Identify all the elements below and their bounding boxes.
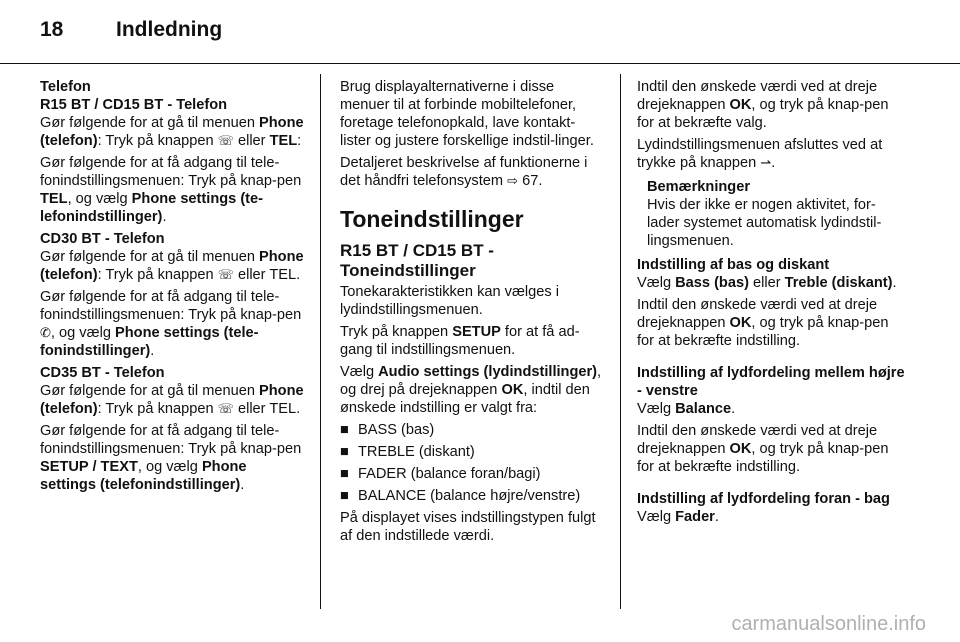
menu-name: Phone (telefon) — [40, 383, 304, 417]
menu-name: Phone (telefon) — [40, 115, 304, 149]
text: , og vælg — [137, 459, 202, 475]
text: Gør følgende for at få adgang til tele-fonindstillingsmenuen: Tryk på knap-pen — [40, 155, 302, 189]
paragraph — [340, 363, 605, 417]
paragraph — [637, 78, 905, 132]
paragraph — [340, 154, 605, 190]
button-name: SETUP / TEXT — [40, 459, 138, 475]
column-divider-2 — [620, 74, 621, 609]
text: : Tryk på knappen — [97, 401, 218, 417]
list-item-text: FADER (balance foran/bagi) — [358, 466, 541, 482]
page-header — [40, 18, 222, 42]
text: Gør følgende for at få adgang til tele-fonindstillingsmenuen: Tryk på knap-pen — [40, 423, 302, 457]
section-heading-toneindstillinger: Toneindstillinger — [340, 206, 524, 232]
paragraph — [637, 508, 905, 526]
list-item-text: BASS (bas) — [358, 422, 435, 438]
button-name: OK — [729, 97, 752, 113]
text: , og drej på drejeknappen — [340, 364, 602, 398]
column-3 — [637, 78, 905, 530]
list-item-text: TREBLE (diskant) — [358, 444, 475, 460]
bullet-square-icon: ■ — [340, 422, 349, 438]
paragraph — [637, 296, 905, 350]
text: eller TEL. — [233, 267, 301, 283]
subsection-title: R15 BT / CD15 BT - Toneindstillinger — [340, 241, 494, 280]
text: Gør følgende for at få adgang til tele-fonindstillingsmenuen: Tryk på knap-pen — [40, 289, 302, 323]
menu-name: Audio settings (lydindstillinger) — [378, 364, 598, 380]
page-title: Indledning — [116, 18, 223, 41]
text: : Tryk på knappen — [97, 133, 218, 149]
page-reference[interactable]: 67 — [522, 173, 539, 189]
menu-name: Balance — [675, 401, 732, 417]
header-rule — [0, 63, 960, 64]
text: . — [162, 209, 167, 225]
menu-name: Bass (bas) — [675, 275, 749, 291]
column-divider-1 — [320, 74, 321, 609]
paragraph: Brug displayalternativerne i disse menuer til at forbinde mobiltelefoner, foretage telefonopkald, lave kontakt-lister og justere forskellige indstil-linger. — [340, 79, 594, 149]
paragraph — [40, 154, 306, 226]
text: Indtil den ønskede værdi ved at dreje drejeknappen — [637, 79, 878, 113]
button-name: OK — [729, 441, 752, 457]
list-item — [340, 487, 605, 505]
button-name: OK — [501, 382, 524, 398]
phone-handset-icon: ☏ — [217, 401, 234, 416]
bullet-square-icon: ■ — [340, 488, 349, 504]
text: . — [731, 401, 736, 417]
text: Lydindstillingsmenuen afsluttes ved at trykke på knappen — [637, 137, 883, 171]
text: , indtil den ønskede indstilling er valgt fra: — [340, 382, 590, 416]
subsection-title-cd30: CD30 BT - Telefon — [40, 231, 165, 247]
text: . — [240, 477, 245, 493]
watermark: carmanualsonline.info — [731, 613, 926, 635]
menu-name: Phone settings (tele-fonindstillinger) — [40, 325, 259, 359]
paragraph: På displayet vises indstillingstypen fulgt af den indstillede værdi. — [340, 510, 596, 544]
subsection-title-balance: Indstilling af lydfordeling mellem højre - venstre — [637, 365, 905, 399]
text: Indtil den ønskede værdi ved at dreje drejeknappen — [637, 297, 878, 331]
button-name: TEL — [269, 133, 298, 149]
note-text: Hvis der ikke er nogen aktivitet, for-lader systemet automatisk lydindstil-lingsmenuen. — [647, 197, 882, 249]
list-item-text: BALANCE (balance højre/venstre) — [358, 488, 581, 504]
list-item — [340, 421, 605, 439]
page-ref-arrow-icon: ⇨ — [507, 173, 519, 188]
note-title: Bemærkninger — [647, 179, 750, 195]
subsection-title-r15: R15 BT / CD15 BT - Telefon — [40, 97, 228, 113]
text: , og tryk på knap-pen for at bekræfte valg. — [637, 97, 889, 131]
bullet-square-icon: ■ — [340, 444, 349, 460]
note-box — [647, 178, 905, 250]
text: Gør følgende for at gå til menuen — [40, 383, 260, 399]
text: Tryk på knappen — [340, 324, 453, 340]
paragraph — [340, 323, 605, 359]
bullet-square-icon: ■ — [340, 466, 349, 482]
text: Indtil den ønskede værdi ved at dreje drejeknappen — [637, 423, 878, 457]
paragraph — [40, 114, 306, 150]
text: Detaljeret beskrivelse af funktionerne i det håndfri telefonsystem — [340, 155, 588, 189]
text: . — [714, 509, 719, 525]
subsection-title-bas-diskant: Indstilling af bas og diskant — [637, 257, 830, 273]
paragraph — [637, 400, 905, 418]
phone-handset-icon: ☏ — [217, 267, 234, 282]
list-item — [340, 443, 605, 461]
menu-name: Treble (diskant) — [784, 275, 893, 291]
text: , og tryk på knap-pen for at bekræfte indstilling. — [637, 315, 889, 349]
paragraph — [637, 422, 905, 476]
column-1 — [40, 78, 306, 498]
menu-name: Fader — [675, 509, 715, 525]
text: for at få ad-gang til indstillingsmenuen. — [340, 324, 580, 358]
column-2 — [340, 78, 605, 549]
text: : — [297, 133, 302, 149]
subsection-title-fader: Indstilling af lydfordeling foran - bag — [637, 491, 890, 507]
back-arrow-icon: ⇀ — [760, 155, 772, 170]
text: : Tryk på knappen — [97, 267, 218, 283]
text: eller — [748, 275, 785, 291]
paragraph — [637, 274, 905, 292]
paragraph — [40, 422, 306, 494]
text: eller TEL. — [233, 401, 301, 417]
text: , og vælg — [67, 191, 132, 207]
button-name: TEL — [40, 191, 68, 207]
paragraph — [40, 288, 306, 360]
menu-name: Phone settings (telefonindstillinger) — [40, 459, 247, 493]
text: Gør følgende for at gå til menuen — [40, 249, 260, 265]
text: Gør følgende for at gå til menuen — [40, 115, 260, 131]
text: . — [538, 173, 543, 189]
page-number: 18 — [40, 18, 64, 41]
paragraph: Tonekarakteristikken kan vælges i lydindstillingsmenuen. — [340, 284, 560, 318]
text: Vælg — [637, 401, 676, 417]
phone-handset-icon: ☏ — [217, 133, 234, 148]
paragraph — [637, 136, 905, 172]
text: Vælg — [637, 275, 676, 291]
text: . — [150, 343, 155, 359]
text: . — [892, 275, 897, 291]
button-name: OK — [729, 315, 752, 331]
paragraph — [40, 248, 306, 284]
paragraph — [40, 382, 306, 418]
text: . — [771, 155, 776, 171]
phone-setup-icon: ✆ — [40, 325, 51, 340]
menu-name: Phone settings (te-lefonindstillinger) — [40, 191, 264, 225]
section-heading-telefon: Telefon — [40, 79, 91, 95]
text: , og vælg — [50, 325, 115, 341]
list-item — [340, 465, 605, 483]
text: , og tryk på knap-pen for at bekræfte indstilling. — [637, 441, 889, 475]
menu-name: Phone (telefon) — [40, 249, 304, 283]
button-name: SETUP — [452, 324, 501, 340]
subsection-title-cd35: CD35 BT - Telefon — [40, 365, 165, 381]
text: Vælg — [340, 364, 379, 380]
text: eller — [233, 133, 270, 149]
text: Vælg — [637, 509, 676, 525]
